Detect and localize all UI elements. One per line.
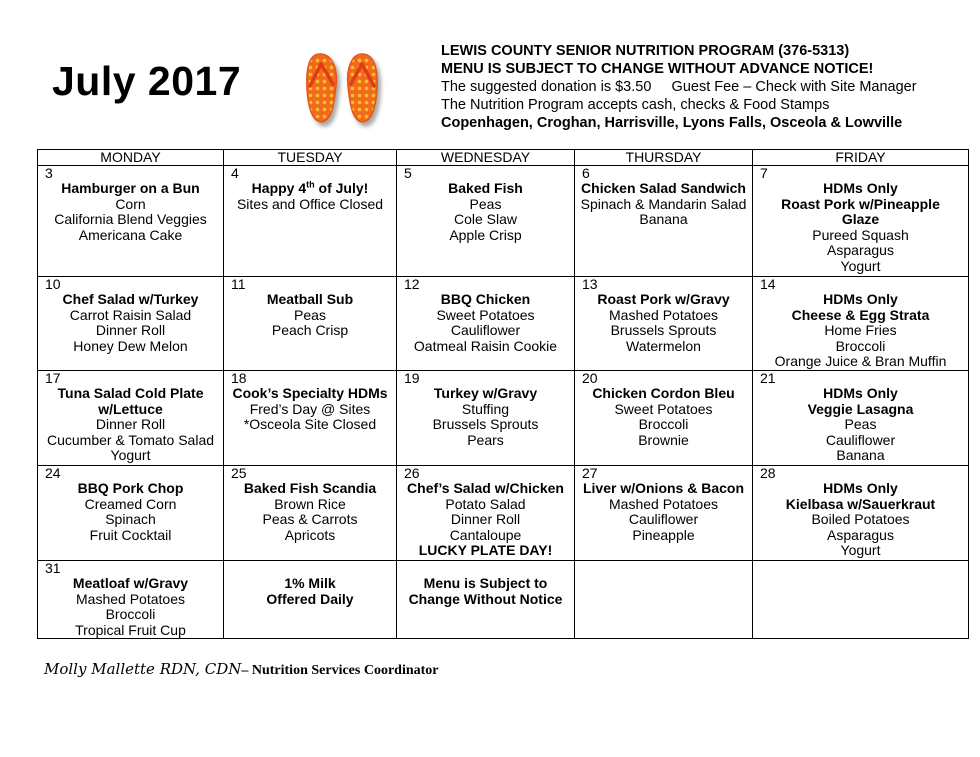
menu-item: Fred’s Day @ Sites bbox=[249, 400, 371, 417]
day-number: 28 bbox=[760, 465, 776, 481]
day-cell bbox=[753, 166, 969, 277]
menu-item: Veggie Lasagna bbox=[807, 400, 914, 417]
day-cell bbox=[753, 466, 969, 561]
site-list: Copenhagen, Croghan, Harrisville, Lyons Falls, Osceola & Lowville bbox=[441, 115, 903, 131]
menu-item: Carrot Raisin Salad bbox=[69, 306, 192, 323]
day-cell bbox=[397, 371, 575, 466]
menu-item: Chef’s Salad w/Chicken bbox=[407, 480, 564, 496]
day-number: 4 bbox=[231, 165, 239, 181]
day-cell bbox=[224, 466, 397, 561]
payment-info: The Nutrition Program accepts cash, checks & Food Stamps bbox=[441, 97, 830, 113]
menu-item: Broccoli bbox=[638, 416, 689, 433]
day-number: 24 bbox=[45, 465, 61, 481]
menu-item: Menu is Subject to bbox=[423, 575, 548, 591]
day-number: 6 bbox=[582, 165, 590, 181]
menu-item: Spinach bbox=[105, 511, 156, 528]
menu-item: California Blend Veggies bbox=[54, 211, 207, 228]
menu-item: Roast Pork w/Gravy bbox=[597, 291, 730, 307]
weekday-header: TUESDAY bbox=[224, 150, 397, 166]
menu-item: Sweet Potatoes bbox=[614, 400, 713, 417]
day-number: 31 bbox=[45, 560, 61, 576]
day-cell bbox=[575, 561, 753, 639]
menu-item: Yogurt bbox=[840, 257, 881, 274]
menu-item: Mashed Potatoes bbox=[609, 306, 718, 323]
menu-item: Yogurt bbox=[840, 542, 881, 559]
day-cell bbox=[397, 166, 575, 277]
day-number: 20 bbox=[582, 370, 598, 386]
signature-role: – Nutrition Services Coordinator bbox=[241, 663, 439, 678]
menu-item: Brussels Sprouts bbox=[610, 322, 717, 339]
weekday-header: WEDNESDAY bbox=[397, 150, 575, 166]
donation-info: The suggested donation is $3.50 Guest Fee – Check with Site Manager bbox=[441, 79, 917, 95]
menu-item: 1% Milk bbox=[284, 575, 336, 591]
flip-flops-icon bbox=[300, 50, 395, 130]
menu-item: HDMs Only bbox=[823, 480, 898, 496]
menu-item: Oatmeal Raisin Cookie bbox=[413, 337, 558, 354]
menu-item: Spinach & Mandarin Salad bbox=[580, 195, 747, 212]
menu-calendar bbox=[37, 149, 969, 639]
menu-item: Chef Salad w/Turkey bbox=[62, 291, 199, 307]
day-number bbox=[398, 561, 573, 576]
menu-item: BBQ Pork Chop bbox=[77, 480, 184, 496]
menu-item: Stuffing bbox=[461, 400, 510, 417]
day-number: 3 bbox=[45, 165, 53, 181]
menu-item: Cantaloupe bbox=[449, 526, 522, 543]
day-cell bbox=[397, 561, 575, 639]
menu-item: Cauliflower bbox=[450, 322, 521, 339]
menu-item: Baked Fish bbox=[448, 180, 523, 196]
menu-item: Pears bbox=[467, 431, 504, 448]
menu-item: HDMs Only bbox=[823, 180, 898, 196]
menu-item: BBQ Chicken bbox=[440, 291, 531, 307]
menu-item: Peach Crisp bbox=[271, 322, 349, 339]
day-number bbox=[225, 561, 395, 576]
menu-item: Baked Fish Scandia bbox=[243, 480, 377, 496]
menu-item: Cheese & Egg Strata bbox=[791, 306, 930, 323]
program-name: LEWIS COUNTY SENIOR NUTRITION PROGRAM (376-5313) bbox=[441, 43, 850, 59]
day-cell bbox=[753, 561, 969, 639]
day-cell bbox=[224, 277, 397, 371]
menu-item: Tropical Fruit Cup bbox=[75, 621, 186, 638]
menu-item: Yogurt bbox=[110, 447, 151, 464]
day-number bbox=[576, 561, 751, 576]
week-row bbox=[38, 466, 969, 561]
menu-item: Cauliflower bbox=[628, 511, 699, 528]
menu-item: Brussels Sprouts bbox=[432, 416, 539, 433]
day-number: 26 bbox=[404, 465, 420, 481]
menu-item: Offered Daily bbox=[266, 590, 354, 607]
day-number: 21 bbox=[760, 370, 776, 386]
day-number: 11 bbox=[231, 276, 246, 292]
menu-item: Sites and Office Closed bbox=[236, 195, 384, 212]
menu-item: Sweet Potatoes bbox=[436, 306, 535, 323]
menu-item: Brown Rice bbox=[274, 495, 346, 512]
day-cell bbox=[224, 561, 397, 639]
menu-item: Creamed Corn bbox=[84, 495, 177, 512]
menu-item: Watermelon bbox=[626, 337, 701, 354]
day-number: 12 bbox=[404, 276, 420, 292]
menu-item: Glaze bbox=[841, 211, 880, 228]
day-number: 17 bbox=[45, 370, 61, 386]
week-row bbox=[38, 166, 969, 277]
weekday-header: THURSDAY bbox=[575, 150, 753, 166]
change-notice: MENU IS SUBJECT TO CHANGE WITHOUT ADVANCE NOTICE! bbox=[441, 61, 874, 77]
menu-item: Peas bbox=[844, 416, 877, 433]
page-title: July 2017 bbox=[52, 58, 242, 104]
menu-item: Cauliflower bbox=[825, 431, 896, 448]
menu-item: LUCKY PLATE DAY! bbox=[418, 542, 553, 559]
weekday-header: MONDAY bbox=[38, 150, 224, 166]
menu-item: Potato Salad bbox=[445, 495, 526, 512]
menu-item: Change Without Notice bbox=[408, 590, 563, 607]
menu-item: Meatloaf w/Gravy bbox=[72, 575, 189, 591]
menu-item: Fruit Cocktail bbox=[89, 526, 172, 543]
menu-item: Asparagus bbox=[827, 526, 894, 543]
menu-item: Roast Pork w/Pineapple bbox=[781, 195, 940, 212]
menu-item: Asparagus bbox=[827, 242, 894, 259]
menu-item: Apricots bbox=[284, 526, 336, 543]
menu-item: Dinner Roll bbox=[450, 511, 521, 528]
day-cell bbox=[38, 561, 224, 639]
week-row bbox=[38, 277, 969, 371]
day-number: 19 bbox=[404, 370, 420, 386]
menu-item: *Osceola Site Closed bbox=[243, 416, 377, 433]
day-cell bbox=[575, 466, 753, 561]
day-number: 7 bbox=[760, 165, 768, 181]
week-row bbox=[38, 561, 969, 639]
menu-item: Happy 4th of July! bbox=[251, 179, 369, 196]
day-number: 27 bbox=[582, 465, 598, 481]
day-cell bbox=[224, 371, 397, 466]
menu-item: Corn bbox=[115, 195, 146, 212]
menu-item: Cucumber & Tomato Salad bbox=[46, 431, 215, 448]
menu-item: Peas bbox=[294, 306, 326, 323]
menu-item: Meatball Sub bbox=[266, 291, 354, 307]
day-cell bbox=[38, 371, 224, 466]
menu-item: Brownie bbox=[638, 431, 689, 448]
menu-item: Cole Slaw bbox=[453, 211, 518, 228]
day-cell bbox=[38, 466, 224, 561]
menu-item: HDMs Only bbox=[823, 385, 898, 401]
menu-item: Turkey w/Gravy bbox=[433, 385, 538, 401]
day-cell bbox=[397, 277, 575, 371]
menu-item: Peas bbox=[469, 195, 502, 212]
day-number: 25 bbox=[231, 465, 247, 481]
menu-item: Mashed Potatoes bbox=[76, 590, 185, 607]
day-number: 13 bbox=[582, 276, 598, 292]
day-cell bbox=[575, 371, 753, 466]
day-cell bbox=[575, 277, 753, 371]
signature bbox=[44, 660, 439, 679]
menu-item: Broccoli bbox=[105, 606, 156, 623]
menu-item: Cook’s Specialty HDMs bbox=[232, 385, 388, 401]
menu-item: Honey Dew Melon bbox=[73, 337, 188, 354]
day-number: 14 bbox=[760, 276, 776, 292]
day-cell bbox=[397, 466, 575, 561]
menu-item: HDMs Only bbox=[823, 291, 898, 307]
menu-item: Kielbasa w/Sauerkraut bbox=[785, 495, 936, 512]
menu-item: Americana Cake bbox=[78, 226, 183, 243]
menu-item: Pureed Squash bbox=[812, 226, 909, 243]
menu-item: Banana bbox=[639, 211, 688, 228]
day-cell bbox=[38, 166, 224, 277]
menu-item: Mashed Potatoes bbox=[609, 495, 718, 512]
menu-item: Dinner Roll bbox=[95, 416, 166, 433]
week-row bbox=[38, 371, 969, 466]
weekday-header: FRIDAY bbox=[753, 150, 969, 166]
day-number bbox=[754, 561, 967, 576]
day-cell bbox=[575, 166, 753, 277]
menu-item: Chicken Cordon Bleu bbox=[592, 385, 735, 401]
day-cell bbox=[753, 371, 969, 466]
menu-item: Banana bbox=[836, 447, 885, 464]
day-number: 10 bbox=[45, 276, 61, 292]
menu-item: Chicken Salad Sandwich bbox=[581, 180, 746, 196]
day-cell bbox=[753, 277, 969, 371]
menu-item: Liver w/Onions & Bacon bbox=[582, 480, 745, 496]
day-number: 5 bbox=[404, 165, 412, 181]
menu-item: Apple Crisp bbox=[449, 226, 522, 243]
day-cell bbox=[38, 277, 224, 371]
menu-item: Pineapple bbox=[632, 526, 695, 543]
menu-item: Hamburger on a Bun bbox=[61, 180, 200, 196]
menu-item: w/Lettuce bbox=[98, 400, 163, 417]
menu-item: Tuna Salad Cold Plate bbox=[57, 385, 204, 401]
signature-name: Molly Mallette RDN, CDN bbox=[44, 660, 242, 678]
weekday-header-row bbox=[38, 150, 969, 166]
menu-item: Broccoli bbox=[835, 337, 886, 354]
menu-item: Dinner Roll bbox=[95, 322, 166, 339]
menu-item: Orange Juice & Bran Muffin bbox=[774, 353, 947, 370]
program-info bbox=[441, 42, 917, 132]
menu-item: Boiled Potatoes bbox=[811, 511, 910, 528]
menu-item: Peas & Carrots bbox=[262, 511, 358, 528]
menu-item: Home Fries bbox=[824, 322, 897, 339]
day-number: 18 bbox=[231, 370, 247, 386]
day-cell bbox=[224, 166, 397, 277]
